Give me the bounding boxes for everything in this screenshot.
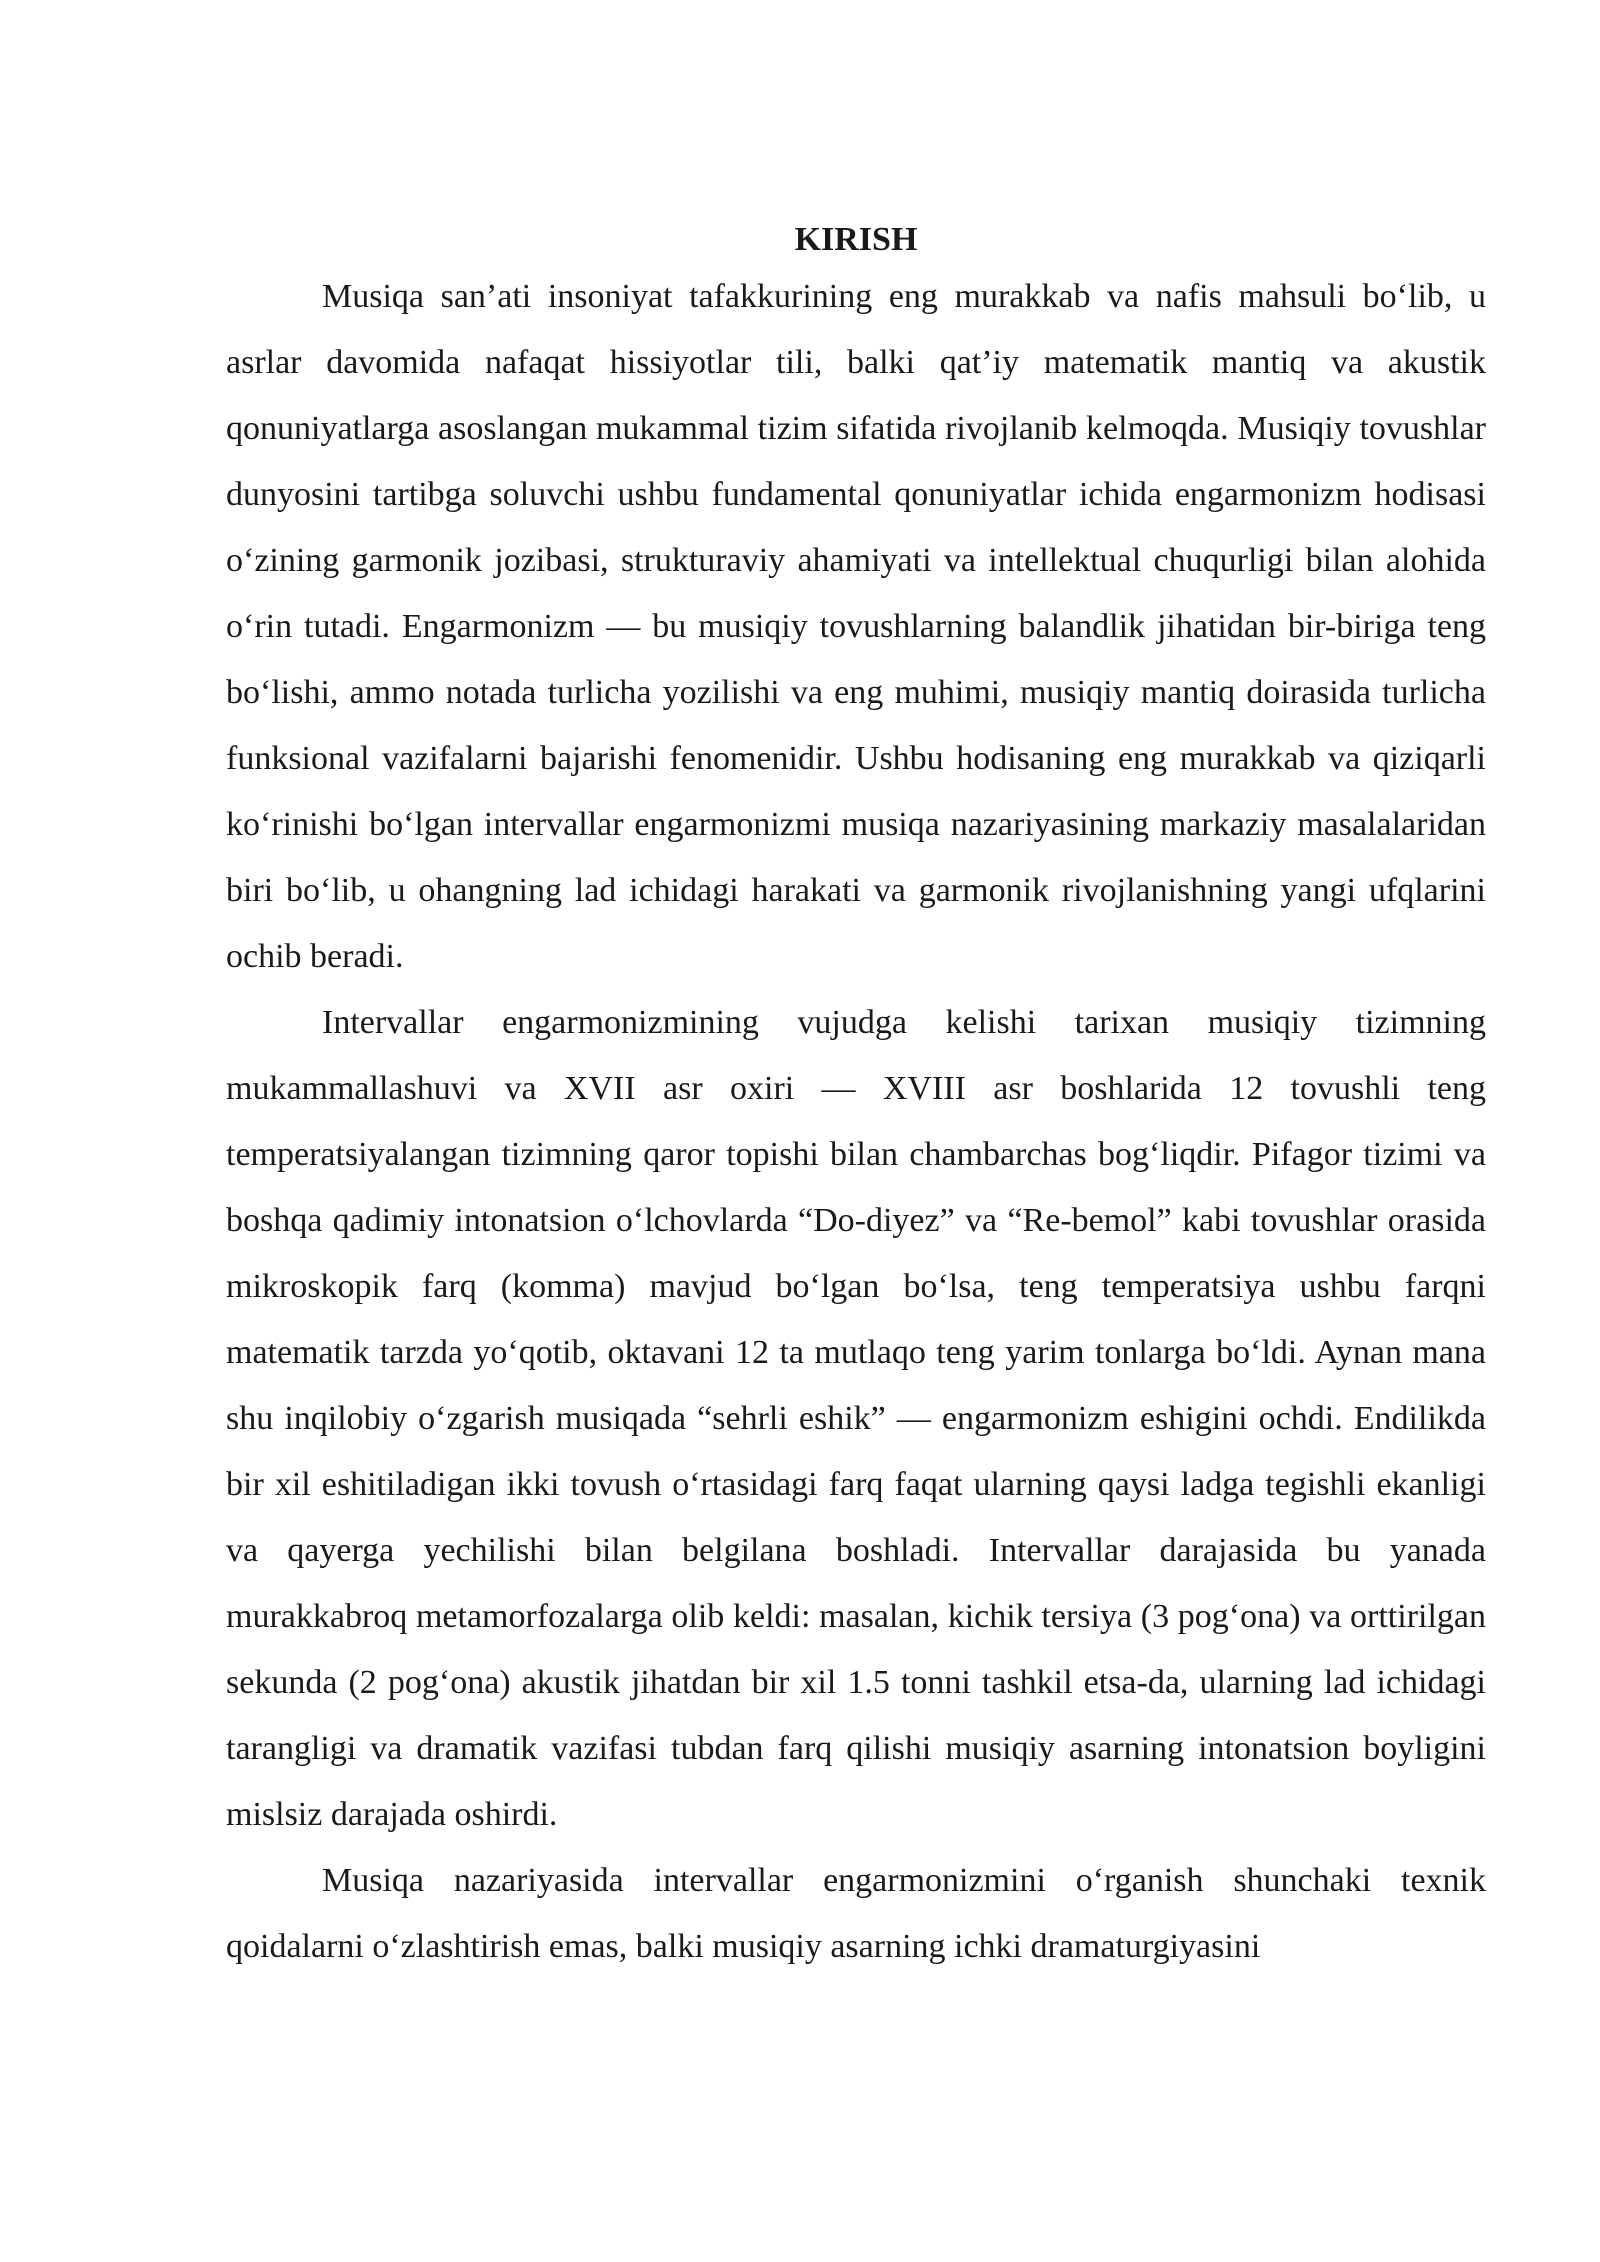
page-content bbox=[226, 216, 1486, 1980]
paragraph-1: Musiqa san’ati insoniyat tafakkurining eng murakkab va nafis mahsuli bo‘lib, u asrlar davomida nafaqat hissiyotlar tili, balki qat’iy matematik mantiq va akustik qonuniyatlarga asoslangan mukammal tizim sifatida rivojlanib kelmoqda. Musiqiy tovushlar dunyosini tartibga soluvchi ushbu fundamental qonuniyatlar ichida engarmonizm hodisasi o‘zining garmonik jozibasi, strukturaviy ahamiyati va intellektual chuqurligi bilan alohida o‘rin tutadi. Engarmonizm — bu musiqiy tovushlarning balandlik jihatidan bir-biriga teng bo‘lishi, ammo notada turlicha yozilishi va eng muhimi, musiqiy mantiq doirasida turlicha funksional vazifalarni bajarishi fenomenidir. Ushbu hodisaning eng murakkab va qiziqarli ko‘rinishi bo‘lgan intervallar engarmonizmi musiqa nazariyasining markaziy masalalaridan biri bo‘lib, u ohangning lad ichidagi harakati va garmonik rivojlanishning yangi ufqlarini ochib beradi. bbox=[226, 278, 1486, 975]
paragraph-3: Musiqa nazariyasida intervallar engarmonizmini o‘rganish shunchaki texnik qoidalarni o‘zlashtirish emas, balki musiqiy asarning ichki dramaturgiyasini bbox=[226, 1862, 1486, 1965]
paragraph-2: Intervallar engarmonizmining vujudga kelishi tarixan musiqiy tizimning mukammallashuvi va XVII asr oxiri — XVIII asr boshlarida 12 tovushli teng temperatsiyalangan tizimning qaror topishi bilan chambarchas bog‘liqdir. Pifagor tizimi va boshqa qadimiy intonatsion o‘lchovlarda “Do-diyez” va “Re-bemol” kabi tovushlar orasida mikroskopik farq (komma) mavjud bo‘lgan bo‘lsa, teng temperatsiya ushbu farqni matematik tarzda yo‘qotib, oktavani 12 ta mutlaqo teng yarim tonlarga bo‘ldi. Aynan mana shu inqilobiy o‘zgarish musiqada “sehrli eshik” — engarmonizm eshigini ochdi. Endilikda bir xil eshitiladigan ikki tovush o‘rtasidagi farq faqat ularning qaysi ladga tegishli ekanligi va qayerga yechilishi bilan belgilana boshladi. Intervallar darajasida bu yanada murakkabroq metamorfozalarga olib keldi: masalan, kichik tersiya (3 pog‘ona) va orttirilgan sekunda (2 pog‘ona) akustik jihatdan bir xil 1.5 tonni tashkil etsa-da, ularning lad ichidagi tarangligi va dramatik vazifasi tubdan farq qilishi musiqiy asarning intonatsion boyligini mislsiz darajada oshirdi. bbox=[226, 1004, 1486, 1833]
page-title: KIRISH bbox=[794, 221, 918, 258]
